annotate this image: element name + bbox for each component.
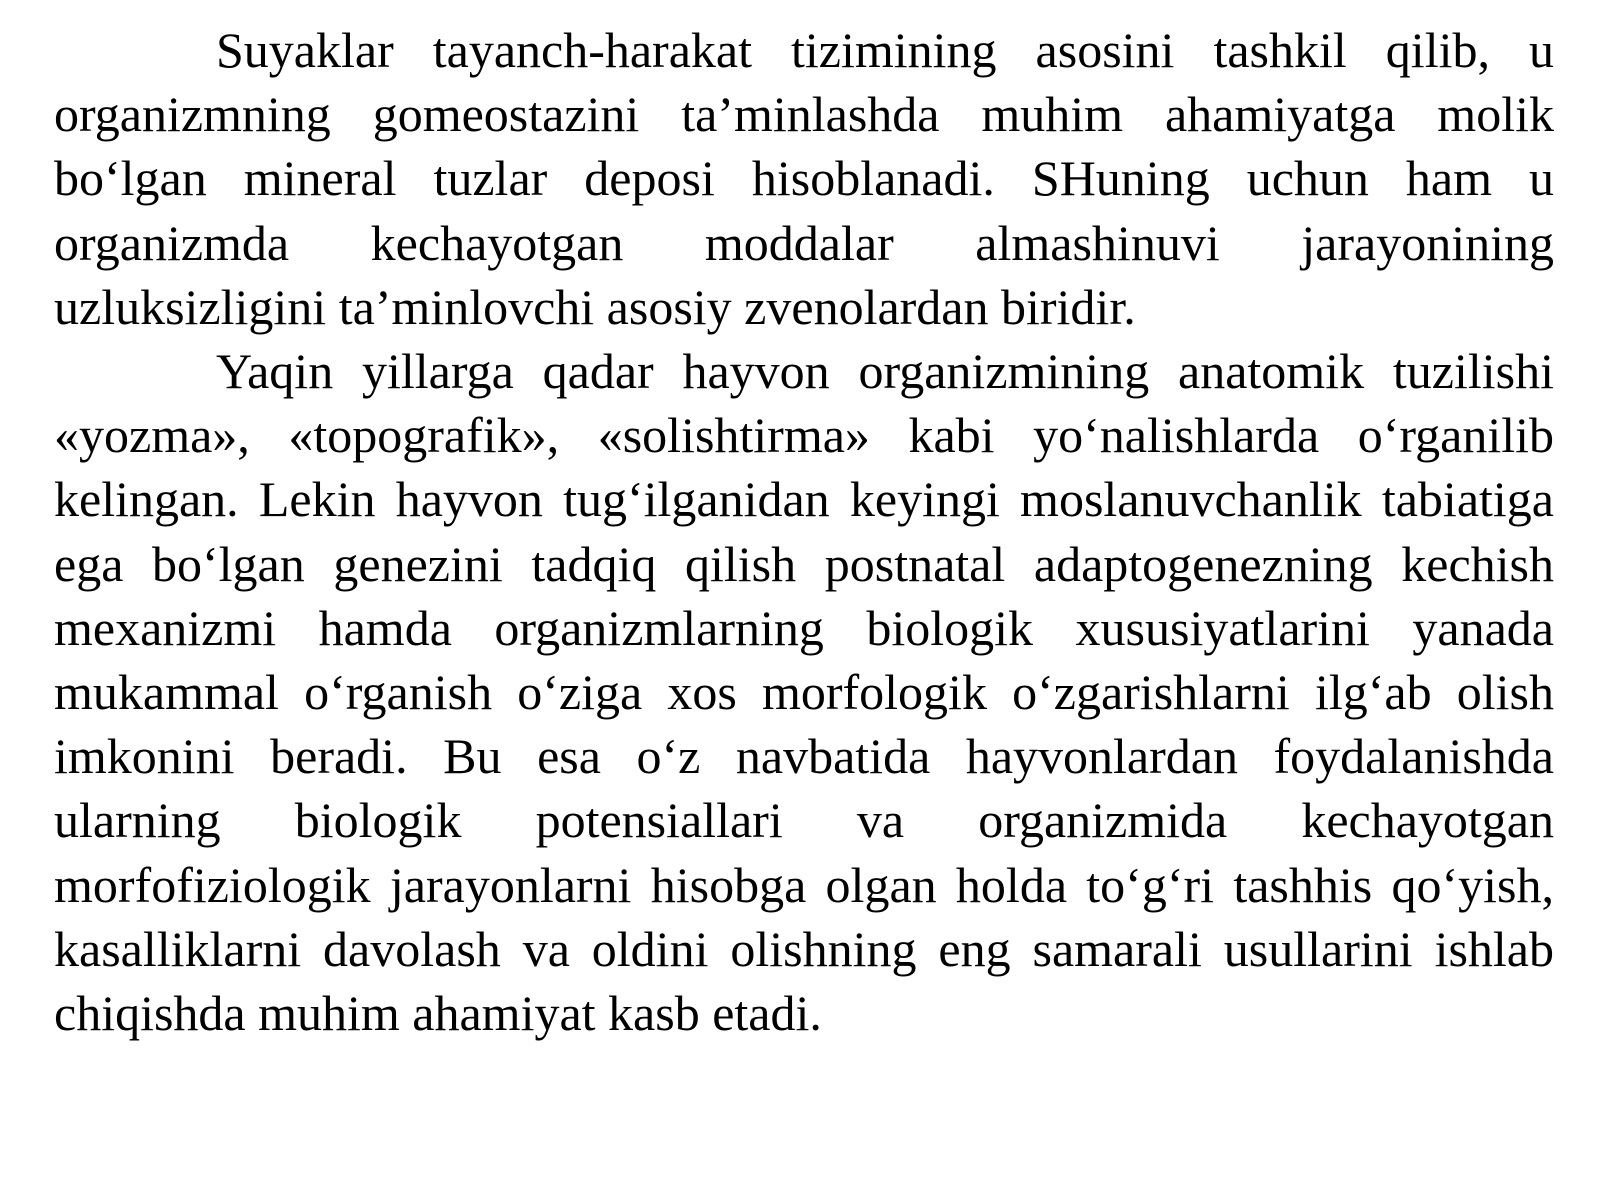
document-page: [54, 18, 1554, 1045]
paragraph-1: Suyaklar tayanch-harakat tizimining asosini tashkil qilib, u organizmning gomeostazini ta’minlashda muhim ahamiyatga molik bo‘lgan mineral tuzlar deposi hisoblanadi. SHuning uchun ham u organizmda kechayotgan moddalar almashinuvi jarayonining uzluksizligini ta’minlovchi asosiy zvenolardan biridir.: [54, 22, 1554, 335]
paragraph-2: Yaqin yillarga qadar hayvon organizmining anatomik tuzilishi «yozma», «topografik», «solishtirma» kabi yo‘nalishlarda o‘rganilib kelingan. Lekin hayvon tug‘ilganidan keyingi moslanuvchanlik tabiatiga ega bo‘lgan genezini tadqiq qilish postnatal adaptogenezning kechish mexanizmi hamda organizmlarning biologik xususiyatlarini yanada mukammal o‘rganish o‘ziga xos morfologik o‘zgarishlarni ilg‘ab olish imkonini beradi. Bu esa o‘z navbatida hayvonlardan foydalanishda ularning biologik potensiallari va organizmida kechayotgan morfofiziologik jarayonlarni hisobga olgan holda to‘g‘ri tashhis qo‘yish, kasalliklarni davolash va oldini olishning eng samarali usullarini ishlab chiqishda muhim ahamiyat kasb etadi.: [54, 343, 1554, 1042]
